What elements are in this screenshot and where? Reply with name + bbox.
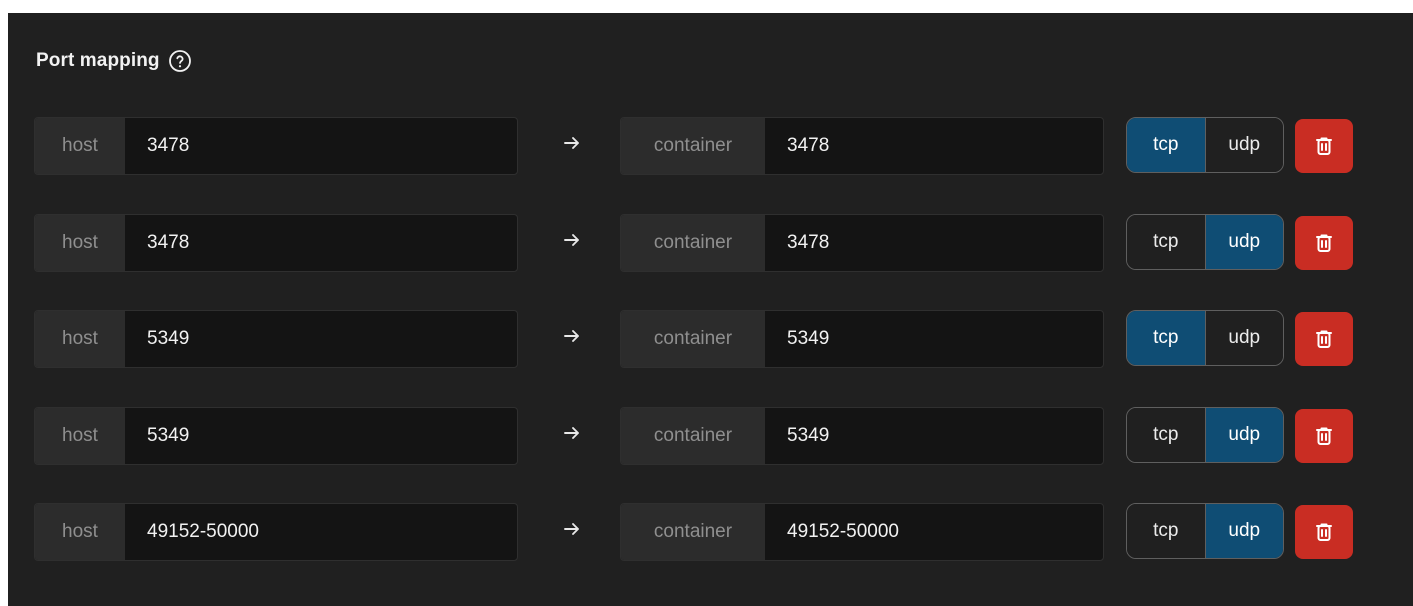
port-mapping-row bbox=[34, 407, 1354, 465]
container-port-field[interactable] bbox=[620, 214, 1104, 272]
container-label: container bbox=[621, 504, 765, 560]
host-label: host bbox=[35, 118, 125, 174]
delete-button[interactable] bbox=[1295, 505, 1353, 559]
host-port-input[interactable]: 5349 bbox=[147, 425, 190, 446]
udp-button[interactable]: udp bbox=[1206, 504, 1284, 558]
host-label: host bbox=[35, 408, 125, 464]
host-port-input[interactable]: 5349 bbox=[147, 328, 190, 349]
udp-button[interactable]: udp bbox=[1206, 118, 1284, 172]
arrow-right-icon bbox=[560, 228, 584, 252]
tcp-button[interactable]: tcp bbox=[1127, 311, 1206, 365]
section-header bbox=[36, 46, 192, 76]
delete-button[interactable] bbox=[1295, 119, 1353, 173]
port-mapping-row bbox=[34, 503, 1354, 561]
host-port-input[interactable]: 3478 bbox=[147, 232, 190, 253]
udp-button[interactable]: udp bbox=[1206, 311, 1284, 365]
container-port-field[interactable] bbox=[620, 117, 1104, 175]
protocol-toggle bbox=[1126, 503, 1284, 559]
arrow-right-icon bbox=[560, 517, 584, 541]
section-title: Port mapping bbox=[36, 50, 160, 71]
container-label: container bbox=[621, 215, 765, 271]
delete-button[interactable] bbox=[1295, 409, 1353, 463]
container-port-input[interactable]: 5349 bbox=[787, 328, 830, 349]
udp-button[interactable]: udp bbox=[1206, 408, 1284, 462]
tcp-button[interactable]: tcp bbox=[1127, 504, 1206, 558]
trash-icon bbox=[1312, 424, 1336, 448]
container-port-field[interactable] bbox=[620, 503, 1104, 561]
host-port-field[interactable] bbox=[34, 214, 518, 272]
container-port-input[interactable]: 5349 bbox=[787, 425, 830, 446]
host-label: host bbox=[35, 311, 125, 367]
host-port-input[interactable]: 3478 bbox=[147, 135, 190, 156]
port-mapping-row bbox=[34, 117, 1354, 175]
tcp-button[interactable]: tcp bbox=[1127, 408, 1206, 462]
tcp-button[interactable]: tcp bbox=[1127, 215, 1206, 269]
host-port-field[interactable] bbox=[34, 117, 518, 175]
container-port-input[interactable]: 49152-50000 bbox=[787, 521, 899, 542]
trash-icon bbox=[1312, 327, 1336, 351]
port-mapping-row bbox=[34, 310, 1354, 368]
trash-icon bbox=[1312, 231, 1336, 255]
protocol-toggle bbox=[1126, 117, 1284, 173]
delete-button[interactable] bbox=[1295, 312, 1353, 366]
udp-button[interactable]: udp bbox=[1206, 215, 1284, 269]
arrow-right-icon bbox=[560, 324, 584, 348]
tcp-button[interactable]: tcp bbox=[1127, 118, 1206, 172]
container-label: container bbox=[621, 408, 765, 464]
question-circle-icon[interactable] bbox=[168, 49, 192, 73]
trash-icon bbox=[1312, 134, 1336, 158]
trash-icon bbox=[1312, 520, 1336, 544]
protocol-toggle bbox=[1126, 407, 1284, 463]
host-port-input[interactable]: 49152-50000 bbox=[147, 521, 259, 542]
container-label: container bbox=[621, 118, 765, 174]
arrow-right-icon bbox=[560, 131, 584, 155]
host-label: host bbox=[35, 215, 125, 271]
container-port-input[interactable]: 3478 bbox=[787, 135, 830, 156]
host-port-field[interactable] bbox=[34, 503, 518, 561]
host-port-field[interactable] bbox=[34, 407, 518, 465]
delete-button[interactable] bbox=[1295, 216, 1353, 270]
container-port-input[interactable]: 3478 bbox=[787, 232, 830, 253]
container-port-field[interactable] bbox=[620, 407, 1104, 465]
port-mapping-panel bbox=[8, 13, 1413, 606]
port-mapping-row bbox=[34, 214, 1354, 272]
container-port-field[interactable] bbox=[620, 310, 1104, 368]
host-port-field[interactable] bbox=[34, 310, 518, 368]
arrow-right-icon bbox=[560, 421, 584, 445]
protocol-toggle bbox=[1126, 214, 1284, 270]
container-label: container bbox=[621, 311, 765, 367]
protocol-toggle bbox=[1126, 310, 1284, 366]
host-label: host bbox=[35, 504, 125, 560]
